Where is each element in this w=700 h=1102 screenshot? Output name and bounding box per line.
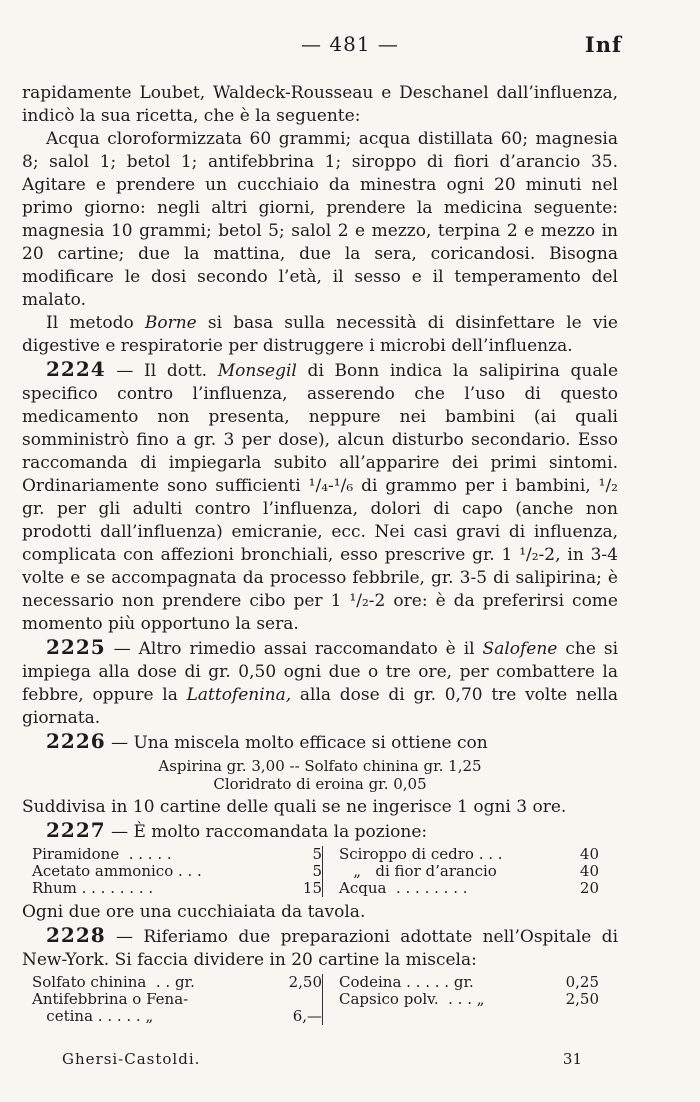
- printer-signature: Ghersi-Castoldi.: [62, 1050, 201, 1068]
- paragraph: rapidamente Loubet, Waldeck-Rousseau e Deschanel dall’influenza, indicò la sua ricetta, che è la seguente:: [22, 83, 618, 126]
- running-head: Inf: [584, 32, 622, 57]
- paragraph: Ogni due ore una cucchiaiata da tavola.: [22, 902, 366, 922]
- prescription-row: Piramidone . . . . . 5: [32, 845, 322, 863]
- prescription-row: Capsico polv. . . . „ 2,50: [339, 990, 599, 1008]
- prescription-row: Sciroppo di cedro . . . 40: [339, 845, 599, 863]
- italic-name: Borne: [144, 313, 197, 333]
- prescription-row: cetina . . . . . „ 6,—: [32, 1007, 322, 1025]
- prescription-right-column: [322, 846, 599, 897]
- prescription-row: „ di fior d’arancio 40: [339, 862, 599, 880]
- prescription-left-column: [22, 846, 322, 897]
- prescription-right-column: [322, 974, 599, 1025]
- entry-2227: 2227 — È molto raccomandata la pozione:: [46, 818, 428, 842]
- entry-number: 2228: [46, 923, 106, 947]
- prescription-table-2228: [22, 974, 618, 1025]
- formula-centered: Aspirina gr. 3,00 -- Solfato chinina gr. 1,25 Cloridrato di eroina gr. 0,05: [158, 757, 482, 793]
- sheet-number: 31: [562, 1050, 582, 1068]
- page-header: [0, 30, 700, 58]
- prescription-row: Acetato ammonico . . . 5: [32, 862, 322, 880]
- italic-name: Salofene: [482, 639, 558, 659]
- italic-name: Monsegil: [217, 361, 297, 381]
- prescription-row: Solfato chinina . . gr. 2,50: [32, 973, 322, 991]
- prescription-table-2227: [22, 846, 618, 897]
- page-number: — 481 —: [301, 32, 399, 56]
- prescription-row: Antifebbrina o Fena-: [32, 990, 189, 1008]
- page-body: [22, 82, 618, 1029]
- entry-number: 2225: [46, 635, 106, 659]
- entry-number: 2224: [46, 357, 106, 381]
- entry-2224: 2224 — Il dott. Monsegil di Bonn indica la salipirina quale specifico contro l’influenza, asserendo che l’uso di questo medicamento non presenta, neppure nei bambini (ai quali somministrò fino a gr. 3 per dose), alcun disturbo secondario. Esso raccomanda di impiegarla subito all’apparire dei primi sintomi. Ordinariamente sono sufficienti ¹/₄-¹/₆ di grammo per i bambini, ¹/₂ gr. per gli adulti contro l’influenza, dolori di capo (anche non prodotti dall’influenza) emicranie, ecc. Nei casi gravi di influenza, complicata con affezioni bronchiali, esso prescrive gr. 1 ¹/₂-2, in 3-4 volte e se accompagnata da processo febbrile, gr. 3-5 di salipirina; è necessario non prendere cibo per 1 ¹/₂-2 ore: è da preferirsi come momento più opportuno la sera.: [22, 357, 618, 634]
- paragraph: Suddivisa in 10 cartine delle quali se ne ingerisce 1 ogni 3 ore.: [22, 797, 567, 817]
- paragraph: Il metodo Borne si basa sulla necessità di disinfettare le vie digestive e respiratorie per distruggere i microbi dell’influenza.: [22, 313, 618, 356]
- paragraph: Acqua cloroformizzata 60 grammi; acqua distillata 60; magnesia 8; salol 1; betol 1; antifebbrina 1; siroppo di fiori d’arancio 35. Agitare e prendere un cucchiaio da minestra ogni 20 minuti nel primo giorno: negli altri giorni, prendere la medicina seguente: magnesia 10 grammi; betol 5; salol 2 e mezzo, terpina 2 e mezzo in 20 cartine; due la mattina, due la sera, coricandosi. Bisogna modificare le dosi secondo l’età, il sesso e il temperamento del malato.: [22, 129, 618, 310]
- italic-name: Lattofenina,: [186, 685, 292, 705]
- prescription-row: Acqua . . . . . . . . 20: [339, 879, 599, 897]
- entry-2226: 2226 — Una miscela molto efficace si ottiene con: [46, 729, 488, 753]
- page-footer: [62, 1050, 582, 1072]
- entry-number: 2227: [46, 818, 106, 842]
- entry-2225: 2225 — Altro rimedio assai raccomandato è il Salofene che si impiega alla dose di gr. 0,50 ogni due o tre ore, per combattere la febbre, oppure la Lattofenina, alla dose di gr. 0,70 tre volte nella giornata.: [22, 635, 619, 728]
- entry-2228: 2228 — Riferiamo due preparazioni adottate nell’Ospitale di New-York. Si faccia dividere in 20 cartine la miscela:: [22, 923, 618, 970]
- prescription-left-column: [22, 974, 322, 1025]
- prescription-row: Rhum . . . . . . . . 15: [32, 879, 322, 897]
- prescription-row: Codeina . . . . . gr. 0,25: [339, 973, 599, 991]
- entry-number: 2226: [46, 729, 106, 753]
